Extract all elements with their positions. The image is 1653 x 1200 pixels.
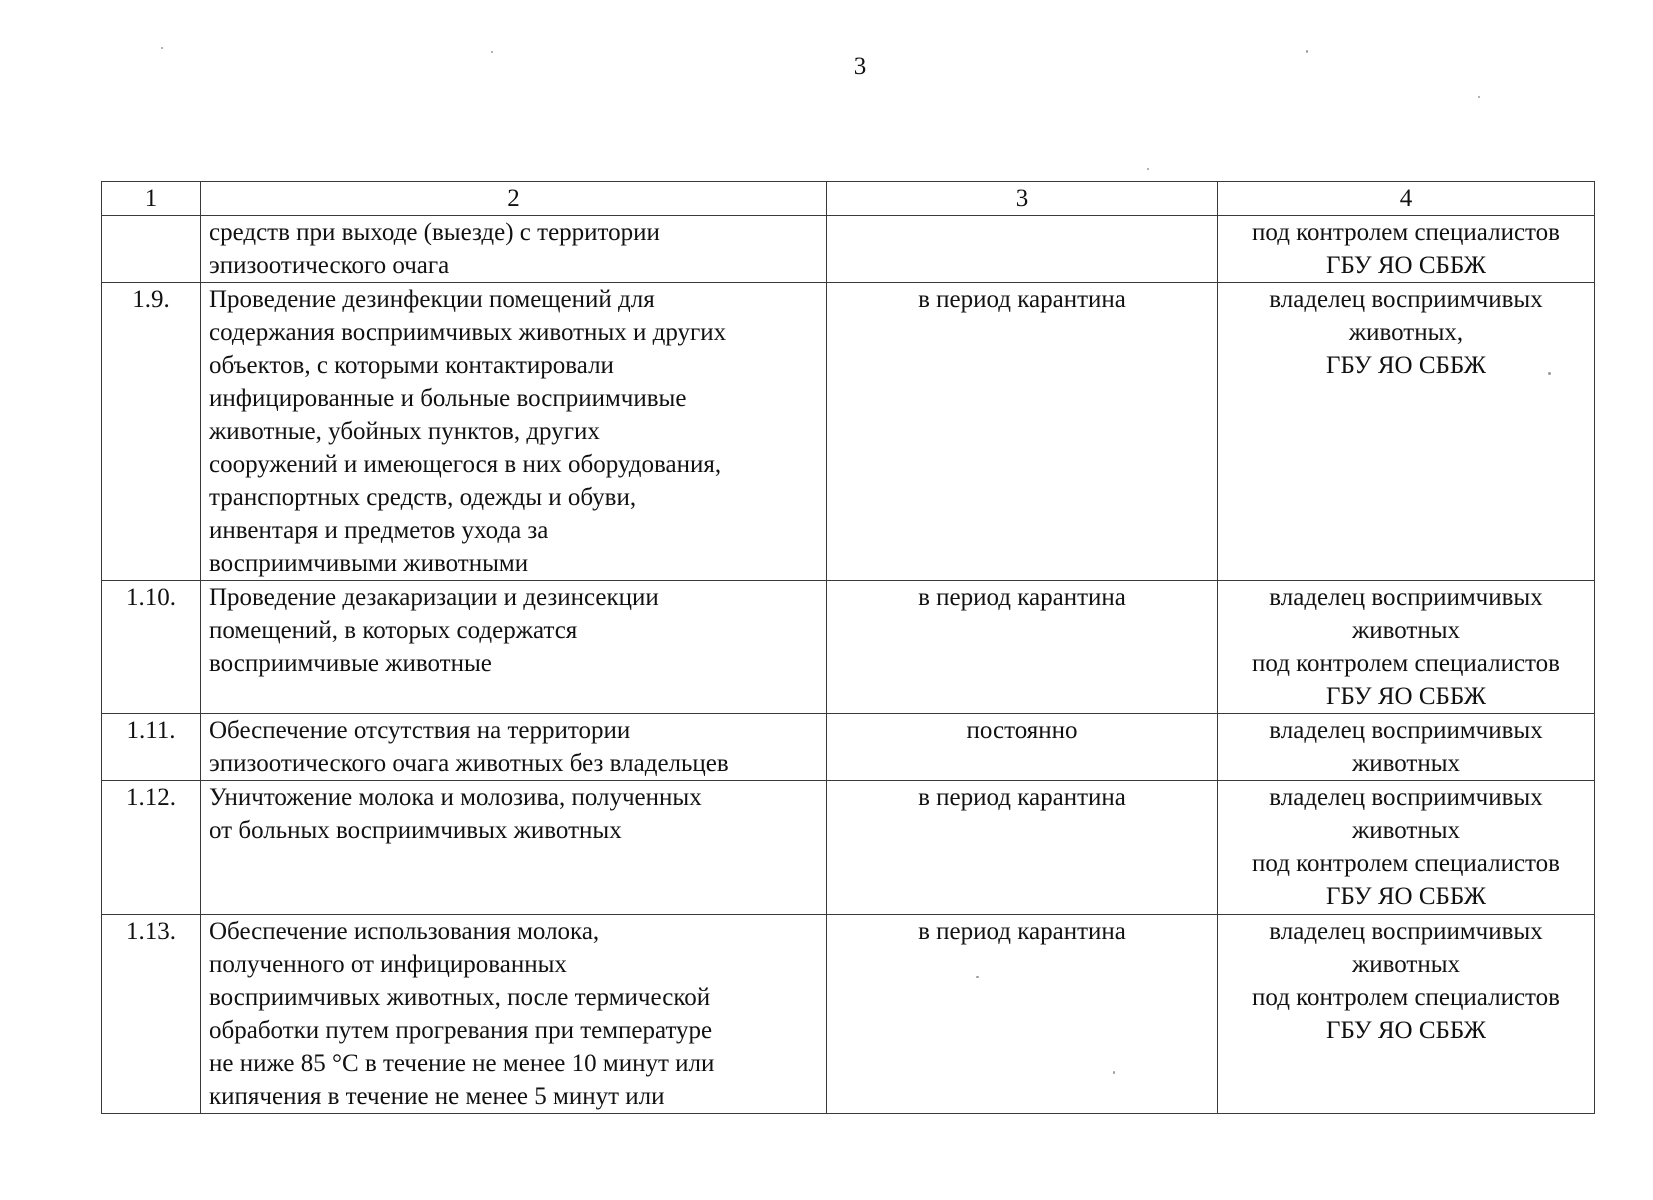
measure-description: Уничтожение молока и молозива, полученных от больных восприимчивых животных <box>201 781 827 915</box>
row-number: 1.13. <box>102 915 201 1114</box>
table-row <box>102 581 1595 714</box>
page-number: 3 <box>853 53 867 80</box>
scan-speck <box>1113 1071 1115 1074</box>
scan-speck <box>1306 50 1308 53</box>
row-number: 1.11. <box>102 714 201 781</box>
table-row <box>102 781 1595 915</box>
measure-responsible: владелец восприимчивых животных, ГБУ ЯО СББЖ <box>1218 283 1595 581</box>
measure-responsible: владелец восприимчивых животных под контролем специалистов ГБУ ЯО СББЖ <box>1218 915 1595 1114</box>
measures-table <box>101 181 1595 1114</box>
table-row <box>102 216 1595 283</box>
row-number <box>102 216 201 283</box>
measure-period: в период карантина <box>827 283 1218 581</box>
row-number: 1.10. <box>102 581 201 714</box>
scan-speck <box>161 47 163 49</box>
measure-period: в период карантина <box>827 915 1218 1114</box>
column-number-1: 1 <box>102 182 201 216</box>
measure-responsible: владелец восприимчивых животных под контролем специалистов ГБУ ЯО СББЖ <box>1218 781 1595 915</box>
scan-speck <box>1548 372 1551 375</box>
measure-period: в период карантина <box>827 781 1218 915</box>
column-number-4: 4 <box>1218 182 1595 216</box>
column-number-2: 2 <box>201 182 827 216</box>
table-header-row <box>102 182 1595 216</box>
measure-description: Обеспечение использования молока, полученного от инфицированных восприимчивых животных, после термической обработки путем прогревания при температуре не ниже 85 °C в течение не менее 10 минут или кипячения в течение не менее 5 минут или <box>201 915 827 1114</box>
measure-responsible: владелец восприимчивых животных под контролем специалистов ГБУ ЯО СББЖ <box>1218 581 1595 714</box>
measure-description: Проведение дезакаризации и дезинсекции помещений, в которых содержатся восприимчивые животные <box>201 581 827 714</box>
table-row <box>102 283 1595 581</box>
measure-period: в период карантина <box>827 581 1218 714</box>
measure-description: Проведение дезинфекции помещений для содержания восприимчивых животных и других объектов, с которыми контактировали инфицированные и больные восприимчивые животные, убойных пунктов, других сооружений и имеющегося в них оборудования, транспортных средств, одежды и обуви, инвентаря и предметов ухода за восприимчивыми животными <box>201 283 827 581</box>
scan-speck <box>1147 168 1149 170</box>
scan-speck <box>491 51 493 53</box>
table-row <box>102 714 1595 781</box>
measure-period: постоянно <box>827 714 1218 781</box>
column-number-3: 3 <box>827 182 1218 216</box>
measure-responsible: владелец восприимчивых животных <box>1218 714 1595 781</box>
measure-responsible: под контролем специалистов ГБУ ЯО СББЖ <box>1218 216 1595 283</box>
scan-speck <box>976 976 979 978</box>
table-row <box>102 915 1595 1114</box>
measure-description: средств при выходе (выезде) с территории эпизоотического очага <box>201 216 827 283</box>
measure-description: Обеспечение отсутствия на территории эпизоотического очага животных без владельцев <box>201 714 827 781</box>
measure-period <box>827 216 1218 283</box>
row-number: 1.9. <box>102 283 201 581</box>
scan-speck <box>1478 96 1480 98</box>
row-number: 1.12. <box>102 781 201 915</box>
